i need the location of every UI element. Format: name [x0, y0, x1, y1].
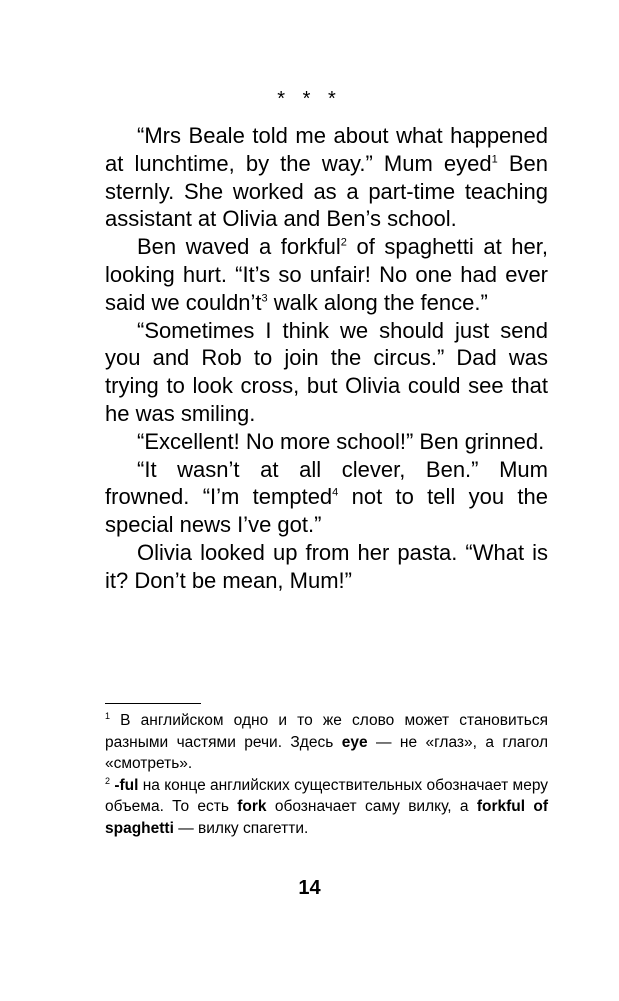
footnotes	[105, 710, 548, 839]
footnote	[105, 775, 548, 840]
text-segment: “It wasn’t at all clever, Ben.” Mum frowned. “I’m tempted	[105, 456, 548, 510]
bold-term: -ful	[114, 776, 139, 794]
paragraph	[105, 428, 548, 456]
footnote	[105, 710, 548, 775]
footnote-marker: 2	[340, 236, 347, 249]
footnote-marker: 1	[491, 153, 498, 166]
text-segment: of spaghetti at her, looking hurt. “It’s so unfair! No one had ever said we couldn’t	[105, 234, 548, 315]
text-segment: — не «глаз», а глагол «смотреть».	[105, 733, 548, 772]
bold-term: forkful of spaghetti	[105, 798, 549, 837]
footnote-number: 2	[105, 775, 111, 786]
text-segment: — вилку спагетти.	[173, 819, 309, 837]
page-number: 14	[298, 877, 321, 899]
section-separator: * * *	[277, 88, 342, 110]
text-segment: “Mrs Beale told me about what happened at lunchtime, by the way.” Mum eyed	[105, 123, 548, 176]
text-segment: на конце английских существительных обозначает меру объема. То есть	[105, 776, 549, 815]
body-text	[105, 122, 548, 595]
text-segment: walk along the fence.”	[267, 289, 488, 315]
footnote-divider	[105, 703, 201, 704]
text-segment: Ben sternly. She worked as a part-time teaching assistant at Olivia and Ben’s school.	[105, 150, 548, 232]
text-segment: “Sometimes I think we should just send you and Rob to join the circus.” Dad was trying to look cross, but Olivia could see that he was smiling.	[105, 317, 548, 426]
bold-term: fork	[237, 798, 267, 815]
text-segment: В английском одно и то же слово может становиться разными частями речи. Здесь	[105, 712, 548, 751]
footnote-number: 1	[105, 710, 111, 721]
footnote-marker: 4	[332, 487, 339, 500]
footnote-marker: 3	[261, 292, 268, 305]
paragraph	[105, 539, 548, 595]
paragraph	[105, 317, 548, 428]
paragraph	[105, 233, 548, 316]
text-segment: обозначает саму вилку, а	[266, 798, 477, 815]
text-segment: not to tell you the special news I’ve got.”	[105, 484, 549, 538]
text-segment: Olivia looked up from her pasta. “What is it? Don’t be mean, Mum!”	[105, 539, 548, 593]
paragraph	[105, 122, 548, 233]
paragraph	[105, 456, 548, 539]
text-segment: Ben waved a forkful	[137, 234, 341, 260]
text-segment: “Excellent! No more school!” Ben grinned.	[137, 428, 545, 454]
bold-term: eye	[341, 733, 368, 751]
